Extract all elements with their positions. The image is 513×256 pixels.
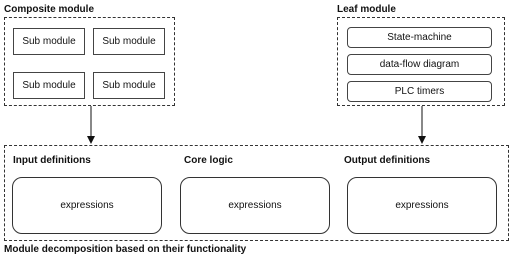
figure-caption: Module decomposition based on their functionality — [4, 244, 247, 255]
arrow-leaf-to-bottom — [418, 106, 426, 144]
leaf-module-title: Leaf module — [337, 4, 396, 15]
expressions-box-core-logic: expressions — [180, 177, 330, 234]
sub-module-box: Sub module — [93, 28, 165, 55]
arrow-composite-to-bottom — [87, 106, 95, 144]
expressions-box-input: expressions — [12, 177, 162, 234]
leaf-item-plc-timers: PLC timers — [347, 81, 492, 102]
section-title-input: Input definitions — [13, 155, 91, 166]
leaf-item-data-flow-diagram: data-flow diagram — [347, 54, 492, 75]
expressions-box-output: expressions — [347, 177, 497, 234]
section-title-output: Output definitions — [344, 155, 431, 166]
leaf-item-state-machine: State-machine — [347, 27, 492, 48]
sub-module-box: Sub module — [13, 28, 85, 55]
section-title-core-logic: Core logic — [184, 155, 233, 166]
sub-module-box: Sub module — [93, 72, 165, 99]
composite-module-title: Composite module — [4, 4, 95, 15]
sub-module-box: Sub module — [13, 72, 85, 99]
